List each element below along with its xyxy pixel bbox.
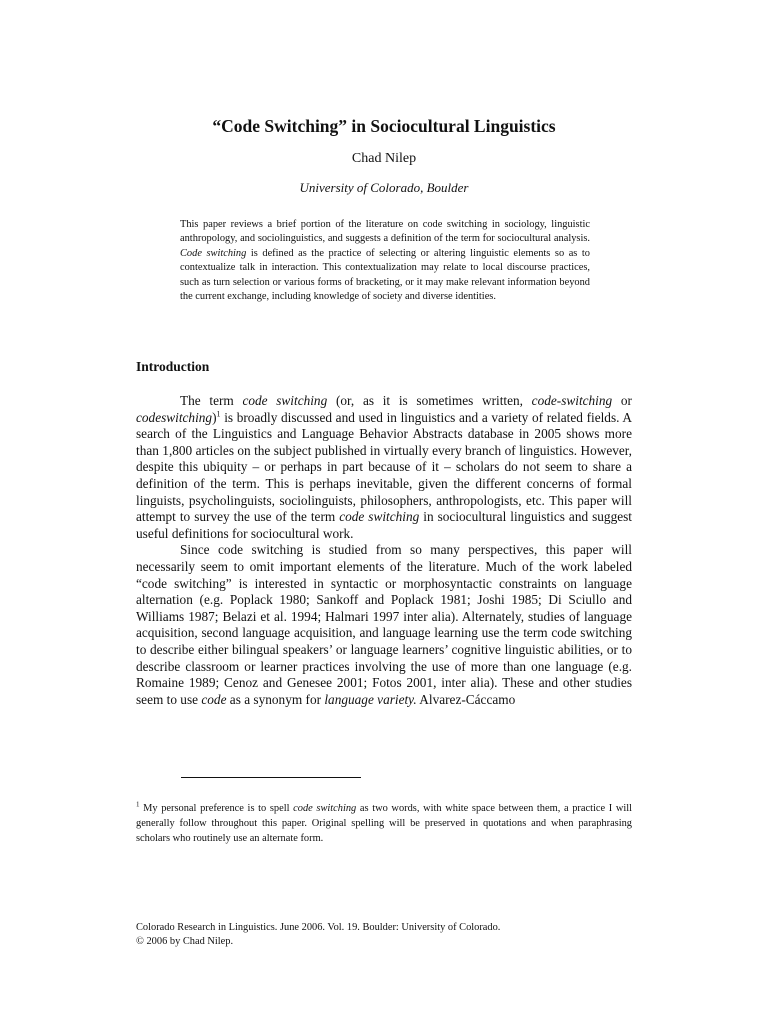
term: code switching — [293, 803, 357, 814]
abstract-text: This paper reviews a brief portion of the literature on code switching in sociology, linguistic anthropology, and sociolinguistics, and suggests a definition of the term for sociocultural analysis. — [180, 219, 590, 245]
text-run: My personal preference is to spell — [139, 803, 294, 814]
text-run: (or, as it is sometimes written, — [327, 393, 532, 408]
text-run: or — [612, 393, 632, 408]
publication-info — [136, 921, 636, 949]
copyright-notice: © 2006 by Chad Nilep. — [136, 936, 234, 947]
term: language variety. — [324, 691, 417, 707]
abstract-text: is defined as the practice of selecting or altering linguistic elements so as to contextualize talk in interaction. This contextualization may relate to local discourse practices, such as turn selection or various forms of bracketing, or it may make relevant information beyond the current exchange, including knowledge of society and diverse identities. — [180, 247, 590, 303]
paragraph — [136, 542, 632, 708]
term: code-switching — [531, 393, 613, 408]
text-run: as a synonym for — [226, 691, 325, 707]
text-run: is broadly discussed and used in linguistics and a variety of related fields. A search of the Linguistics and Language Behavior Abstracts database in 2005 shows more than 1,800 articles on the subject published in virtually every branch of linguistics. However, despite this ubiquity – or perhaps in part because of it – scholars do not seem to share a definition of the term. This is perhaps inevitable, given the different concerns of formal linguists, psycholinguists, sociolinguists, philosophers, anthropologists, etc. This paper will attempt to survey the use of the term — [136, 409, 632, 525]
paragraph — [136, 393, 632, 542]
text-run: in sociocultural linguistics and suggest useful definitions for sociocultural work. — [136, 509, 632, 541]
footnote-divider — [181, 777, 361, 778]
text-run: Since code switching is studied from so many perspectives, this paper will necessarily seem to omit important elements of the literature. Much of the work labeled “code switching” is interested in syntactic or morphosyntactic constraints on language alternation (e.g. Poplack 1980; Sankoff and Poplack 1981; Joshi 1985; Di Sciullo and Williams 1987; Belazi et al. 1994; Halmari 1997 inter alia). Alternately, studies of language acquisition, second language acquisition, and language learning use the term code switching to describe either bilingual speakers’ or language learners’ cognitive linguistic abilities, or to describe classroom or learner practices involving the use of more than one language (e.g. Romaine 1989; Cenoz and Genesee 2001; Fotos 2001, inter alia). These and other studies seem to use — [136, 542, 632, 707]
term: codeswitching — [136, 409, 213, 425]
term: code switching — [242, 393, 328, 408]
abstract — [180, 218, 590, 304]
text-run: The term — [180, 393, 243, 408]
author-name: Chad Nilep — [351, 151, 417, 166]
footnote — [136, 801, 632, 847]
footnote-mark: 1 — [136, 800, 140, 809]
text-run: ) — [212, 409, 217, 425]
abstract-term: Code switching — [180, 247, 247, 259]
journal-citation: Colorado Research in Linguistics. June 2006. Vol. 19. Boulder: University of Colorado. — [136, 922, 501, 933]
text-run: as two words, with white space between them, a practice I will generally follow throughout this paper. Original spelling will be preserved in quotations and when paraphrasing scholars who routinely use an alternate form. — [136, 803, 632, 845]
body-text — [136, 393, 632, 708]
section-heading: Introduction — [136, 359, 210, 374]
term: code switching — [339, 509, 420, 525]
paper-title: “Code Switching” in Sociocultural Linguistics — [212, 116, 556, 136]
author-affiliation: University of Colorado, Boulder — [299, 180, 469, 195]
text-run: Alvarez-Cáccamo — [416, 691, 516, 707]
footnote-reference: 1 — [216, 409, 221, 419]
term: code — [201, 691, 227, 707]
